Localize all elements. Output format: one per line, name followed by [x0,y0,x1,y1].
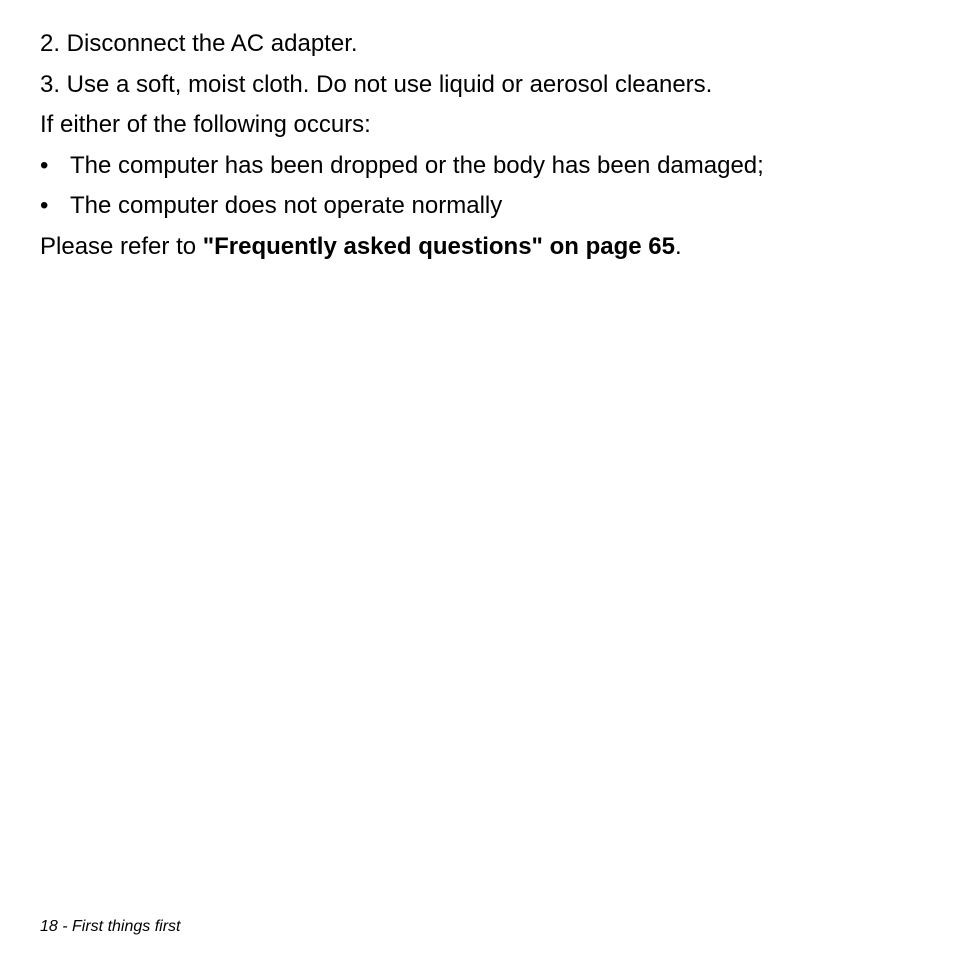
page-footer: 18 - First things first [40,918,181,935]
bullet-icon: • [40,192,49,220]
refer-paragraph [40,233,920,261]
bullet-item-text: The computer does not operate normally [70,192,503,220]
bullet-item-text: The computer has been dropped or the body has been damaged; [70,151,764,179]
refer-suffix: . [674,232,682,260]
step-2-text: 2. Disconnect the AC adapter. [40,30,358,57]
intro-text: If either of the following occurs: [40,111,371,139]
faq-link[interactable]: "Frequently asked questions" on page 65 [202,232,675,260]
step-3-text: 3. Use a soft, moist cloth. Do not use liquid or aerosol cleaners. [40,70,713,98]
bullet-item [40,192,920,220]
bullet-item [40,152,920,180]
refer-prefix: Please refer to [40,232,203,260]
bullet-icon: • [40,151,49,179]
page-content [40,30,920,274]
